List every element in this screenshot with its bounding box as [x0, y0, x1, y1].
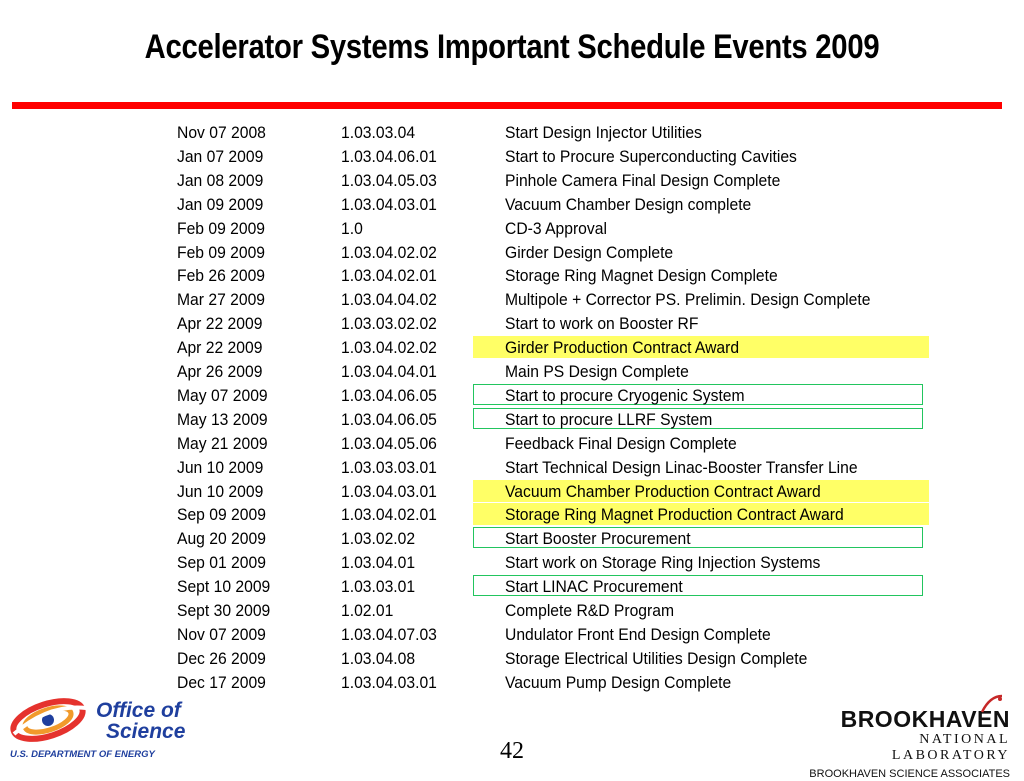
schedule-wbs-code: 1.03.04.06.01: [341, 147, 437, 166]
schedule-date: Apr 22 2009: [177, 339, 263, 358]
schedule-date: Jan 09 2009: [177, 195, 264, 214]
schedule-event: Start to procure Cryogenic System: [505, 386, 745, 405]
schedule-row: [0, 623, 1024, 647]
schedule-wbs-code: 1.03.04.03.01: [341, 673, 437, 692]
schedule-date: Dec 26 2009: [177, 649, 266, 668]
schedule-event: Start Booster Procurement: [505, 530, 691, 549]
schedule-wbs-code: 1.02.01: [341, 602, 394, 620]
schedule-date: Jan 07 2009: [177, 147, 264, 166]
schedule-wbs-code: 1.03.04.05.03: [341, 171, 437, 190]
schedule-event: Vacuum Chamber Design complete: [505, 195, 752, 214]
schedule-event: Start to Procure Superconducting Cavities: [505, 147, 797, 166]
doe-line1: Office of: [96, 699, 181, 722]
schedule-event: Girder Design Complete: [505, 243, 674, 262]
brookhaven-logo: [804, 694, 1010, 780]
schedule-date: Sept 30 2009: [177, 602, 271, 620]
doe-department: U.S. DEPARTMENT OF ENERGY: [10, 749, 155, 760]
schedule-row: [0, 408, 1024, 432]
schedule-row: [0, 480, 1024, 504]
schedule-event: Main PS Design Complete: [505, 363, 689, 381]
doe-line2: Science: [106, 720, 186, 743]
brookhaven-name: BROOKHAVEN: [840, 706, 1010, 732]
brookhaven-mark-icon: [980, 694, 1004, 714]
schedule-event: Start to work on Booster RF: [505, 315, 699, 334]
schedule-date: Sept 10 2009: [177, 578, 271, 597]
schedule-event: Start to procure LLRF System: [505, 410, 713, 429]
schedule-date: Aug 20 2009: [177, 530, 266, 549]
schedule-wbs-code: 1.03.03.02.02: [341, 315, 437, 334]
schedule-event: Vacuum Pump Design Complete: [505, 673, 732, 692]
schedule-wbs-code: 1.03.04.01: [341, 554, 416, 573]
schedule-row: [0, 575, 1024, 599]
schedule-wbs-code: 1.03.04.02.02: [341, 243, 437, 262]
schedule-row: [0, 671, 1024, 695]
brookhaven-associates: BROOKHAVEN SCIENCE ASSOCIATES: [809, 768, 1010, 780]
schedule-wbs-code: 1.03.04.04.02: [341, 291, 437, 310]
schedule-event: Vacuum Chamber Production Contract Award: [505, 482, 821, 501]
schedule-row: [0, 336, 1024, 360]
schedule-event: Pinhole Camera Final Design Complete: [505, 171, 781, 190]
schedule-row: [0, 145, 1024, 169]
schedule-date: May 13 2009: [177, 410, 268, 429]
schedule-event: Start LINAC Procurement: [505, 578, 683, 597]
schedule-date: Apr 26 2009: [177, 363, 263, 381]
schedule-wbs-code: 1.03.02.02: [341, 530, 416, 549]
schedule-event: Complete R&D Program: [505, 602, 674, 620]
schedule-wbs-code: 1.03.03.01: [341, 578, 416, 597]
schedule-date: Dec 17 2009: [177, 673, 266, 692]
schedule-date: Jun 10 2009: [177, 458, 264, 477]
schedule-date: Sep 09 2009: [177, 506, 266, 525]
schedule-event: Girder Production Contract Award: [505, 339, 740, 358]
schedule-event: Multipole + Corrector PS. Prelimin. Design Complete: [505, 291, 871, 310]
schedule-wbs-code: 1.03.04.07.03: [341, 625, 437, 644]
schedule-wbs-code: 1.0: [341, 219, 363, 238]
schedule-event: Storage Ring Magnet Design Complete: [505, 267, 778, 286]
schedule-wbs-code: 1.03.03.04: [341, 124, 416, 142]
schedule-wbs-code: 1.03.04.02.01: [341, 267, 437, 286]
schedule-row: [0, 551, 1024, 575]
schedule-event: Start work on Storage Ring Injection Systems: [505, 554, 821, 573]
schedule-row: [0, 503, 1024, 527]
schedule-row: [0, 241, 1024, 265]
schedule-row: [0, 384, 1024, 408]
schedule-wbs-code: 1.03.04.03.01: [341, 482, 437, 501]
schedule-date: Feb 09 2009: [177, 219, 266, 238]
schedule-row: [0, 121, 1024, 145]
schedule-wbs-code: 1.03.04.04.01: [341, 363, 437, 381]
schedule-wbs-code: 1.03.04.05.06: [341, 434, 437, 453]
page-number: 42: [500, 738, 524, 764]
schedule-date: Jun 10 2009: [177, 482, 264, 501]
schedule-event: Start Design Injector Utilities: [505, 124, 702, 142]
schedule-event: Undulator Front End Design Complete: [505, 625, 771, 644]
slide-title: Accelerator Systems Important Schedule Events 2009: [144, 28, 880, 66]
title-divider: [12, 102, 1002, 109]
schedule-row: [0, 288, 1024, 312]
schedule-event: Start Technical Design Linac-Booster Transfer Line: [505, 458, 858, 477]
schedule-row: [0, 193, 1024, 217]
schedule-wbs-code: 1.03.04.06.05: [341, 386, 437, 405]
schedule-row: [0, 217, 1024, 241]
schedule-row: [0, 527, 1024, 551]
schedule-date: Feb 26 2009: [177, 267, 266, 286]
schedule-wbs-code: 1.03.04.08: [341, 649, 416, 668]
schedule-date: Apr 22 2009: [177, 315, 263, 334]
schedule-event: Feedback Final Design Complete: [505, 434, 737, 453]
schedule-row: [0, 456, 1024, 480]
schedule-row: [0, 169, 1024, 193]
schedule-date: May 07 2009: [177, 386, 268, 405]
brookhaven-subtitle: NATIONAL LABORATORY: [891, 732, 1010, 763]
schedule-date: Sep 01 2009: [177, 554, 266, 573]
schedule-date: Mar 27 2009: [177, 291, 266, 310]
schedule-event: Storage Ring Magnet Production Contract Award: [505, 506, 844, 525]
schedule-wbs-code: 1.03.04.03.01: [341, 195, 437, 214]
schedule-wbs-code: 1.03.04.02.02: [341, 339, 437, 358]
schedule-row: [0, 432, 1024, 456]
schedule-row: [0, 360, 1024, 384]
schedule-row: [0, 312, 1024, 336]
schedule-row: [0, 647, 1024, 671]
schedule-event: CD-3 Approval: [505, 219, 607, 238]
schedule-row: [0, 264, 1024, 288]
schedule-wbs-code: 1.03.04.06.05: [341, 410, 437, 429]
schedule-date: Nov 07 2008: [177, 124, 266, 142]
schedule-date: Feb 09 2009: [177, 243, 266, 262]
schedule-wbs-code: 1.03.04.02.01: [341, 506, 437, 525]
schedule-row: [0, 599, 1024, 623]
schedule-date: Nov 07 2009: [177, 625, 266, 644]
schedule-wbs-code: 1.03.03.03.01: [341, 458, 437, 477]
schedule-date: May 21 2009: [177, 434, 268, 453]
schedule-event: Storage Electrical Utilities Design Complete: [505, 649, 808, 668]
schedule-date: Jan 08 2009: [177, 171, 264, 190]
